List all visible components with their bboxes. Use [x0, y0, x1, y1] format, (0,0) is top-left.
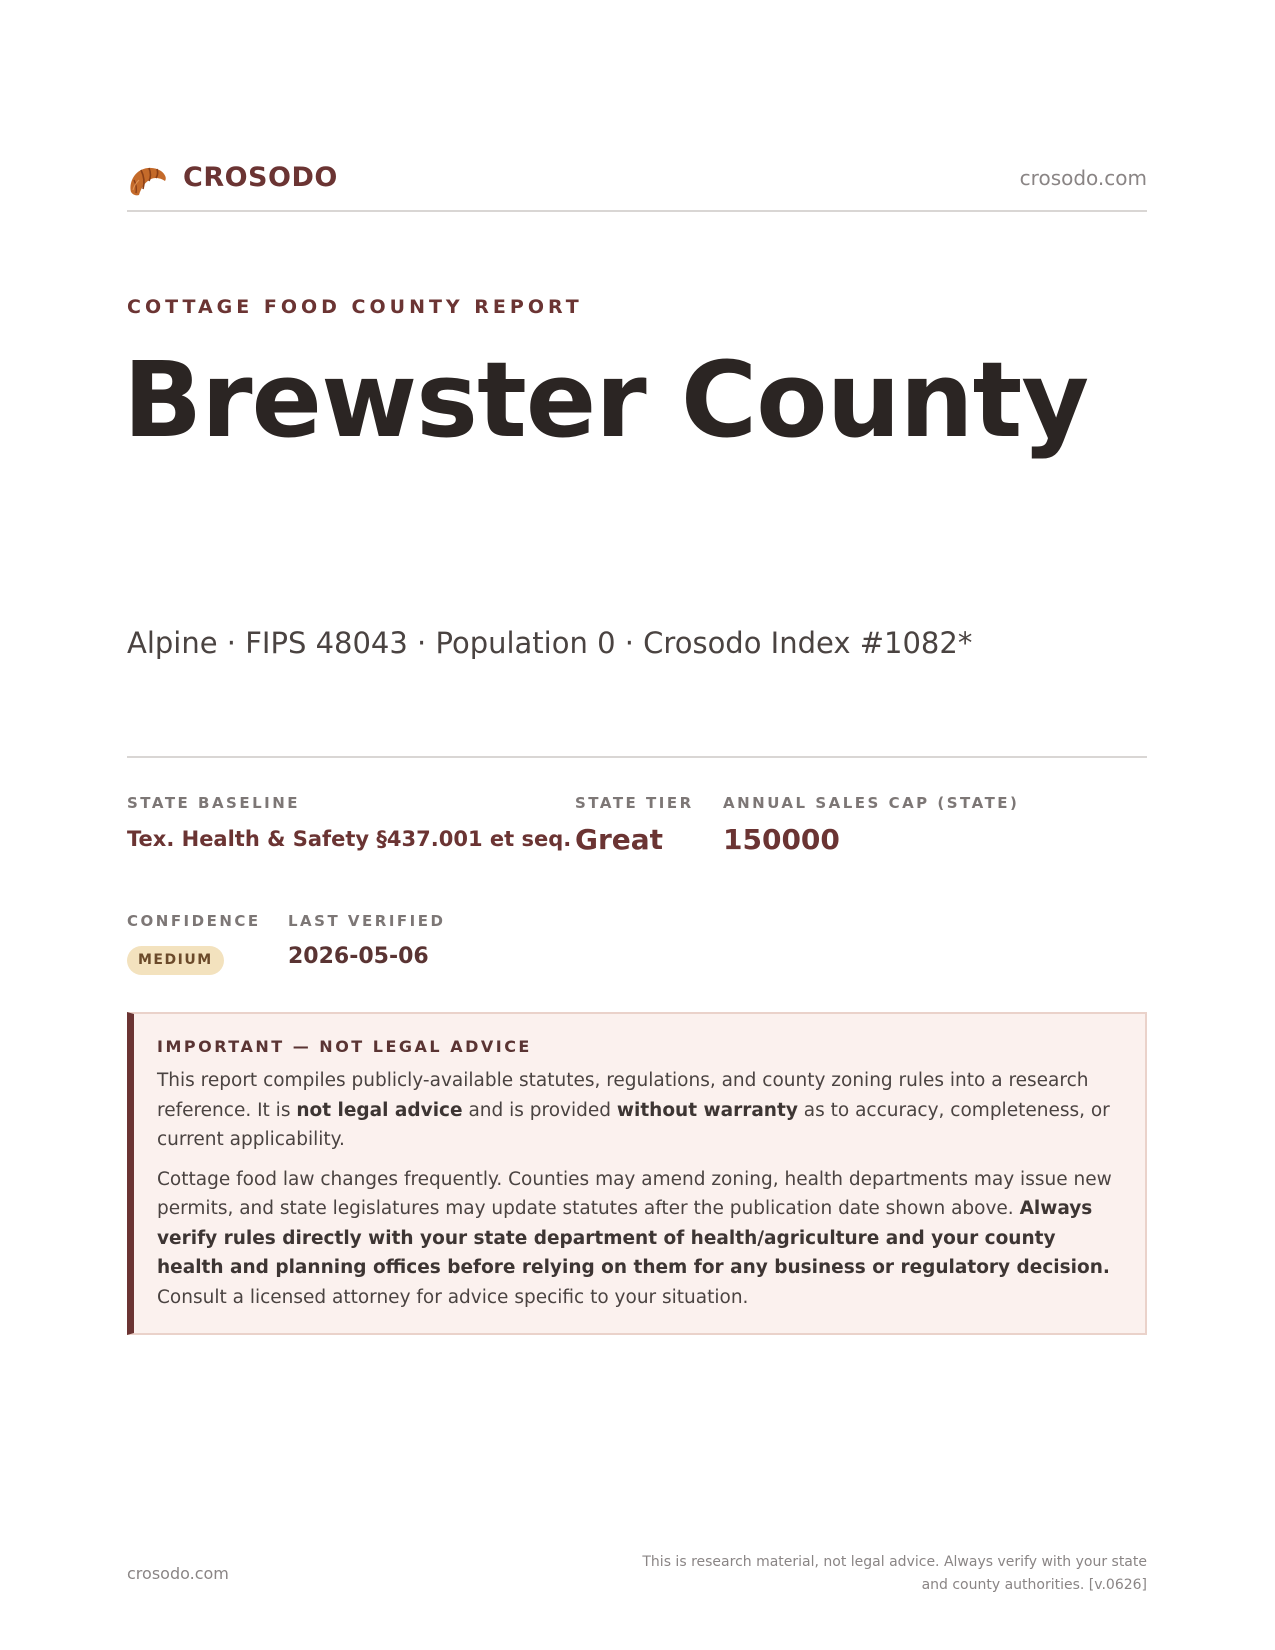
stat-value: 2026-05-06	[288, 944, 429, 969]
footer-url: crosodo.com	[127, 1564, 229, 1583]
brand-name: CROSODO	[183, 162, 338, 193]
notice-text: and is provided	[462, 1099, 617, 1121]
legal-notice	[127, 1012, 1147, 1335]
stat-confidence	[127, 911, 261, 975]
notice-text: Cottage food law changes frequently. Counties may amend zoning, health departments may issue new permits, and state legislatures may update statutes after the publication date shown above.	[157, 1168, 1112, 1219]
notice-text: as to accuracy, completeness, or current applicability.	[157, 1099, 1110, 1150]
report-page	[123, 0, 1147, 1650]
notice-text: This report compiles publicly-available statutes, regulations, and county zoning rules into a research reference. It is	[157, 1070, 1089, 1121]
croissant-icon	[127, 162, 169, 198]
stat-label: STATE TIER	[575, 794, 694, 812]
stat-state-tier	[575, 793, 694, 857]
notice-bold: without warranty	[616, 1099, 798, 1121]
notice-paragraph	[157, 1165, 1119, 1313]
page-header	[127, 158, 1147, 212]
county-title: Brewster County	[123, 339, 1089, 461]
stat-value: Great	[575, 823, 664, 856]
report-eyebrow: COTTAGE FOOD COUNTY REPORT	[127, 296, 583, 318]
notice-title: IMPORTANT — NOT LEGAL ADVICE	[157, 1037, 532, 1056]
stat-annual-sales-cap	[723, 793, 1019, 857]
stat-label: CONFIDENCE	[127, 912, 261, 930]
stat-last-verified	[288, 911, 445, 971]
notice-bold: Always verify rules directly with your state department of health/agriculture and your county health and planning offices before relying on them for any business or regulatory decision.	[157, 1198, 1110, 1278]
stat-label: LAST VERIFIED	[288, 912, 446, 930]
header-url: crosodo.com	[1019, 166, 1147, 190]
section-divider	[127, 756, 1147, 758]
confidence-badge: MEDIUM	[127, 946, 224, 975]
notice-paragraph	[157, 1066, 1119, 1155]
county-subline: Alpine · FIPS 48043 · Population 0 · Crosodo Index #1082*	[127, 626, 973, 660]
notice-text: Consult a licensed attorney for advice specific to your situation.	[157, 1286, 749, 1308]
stat-label: STATE BASELINE	[127, 794, 301, 812]
stat-label: ANNUAL SALES CAP (STATE)	[723, 794, 1020, 812]
footer-disclaimer-line: and county authorities. [v.0626]	[921, 1577, 1147, 1593]
footer-disclaimer-line: This is research material, not legal advice. Always verify with your state	[642, 1554, 1147, 1570]
footer-disclaimer	[627, 1551, 1147, 1597]
stat-state-baseline	[127, 793, 571, 853]
stat-value: Tex. Health & Safety §437.001 et seq.	[127, 827, 572, 851]
stat-value: 150000	[723, 823, 840, 856]
notice-bold: not legal advice	[296, 1099, 463, 1121]
